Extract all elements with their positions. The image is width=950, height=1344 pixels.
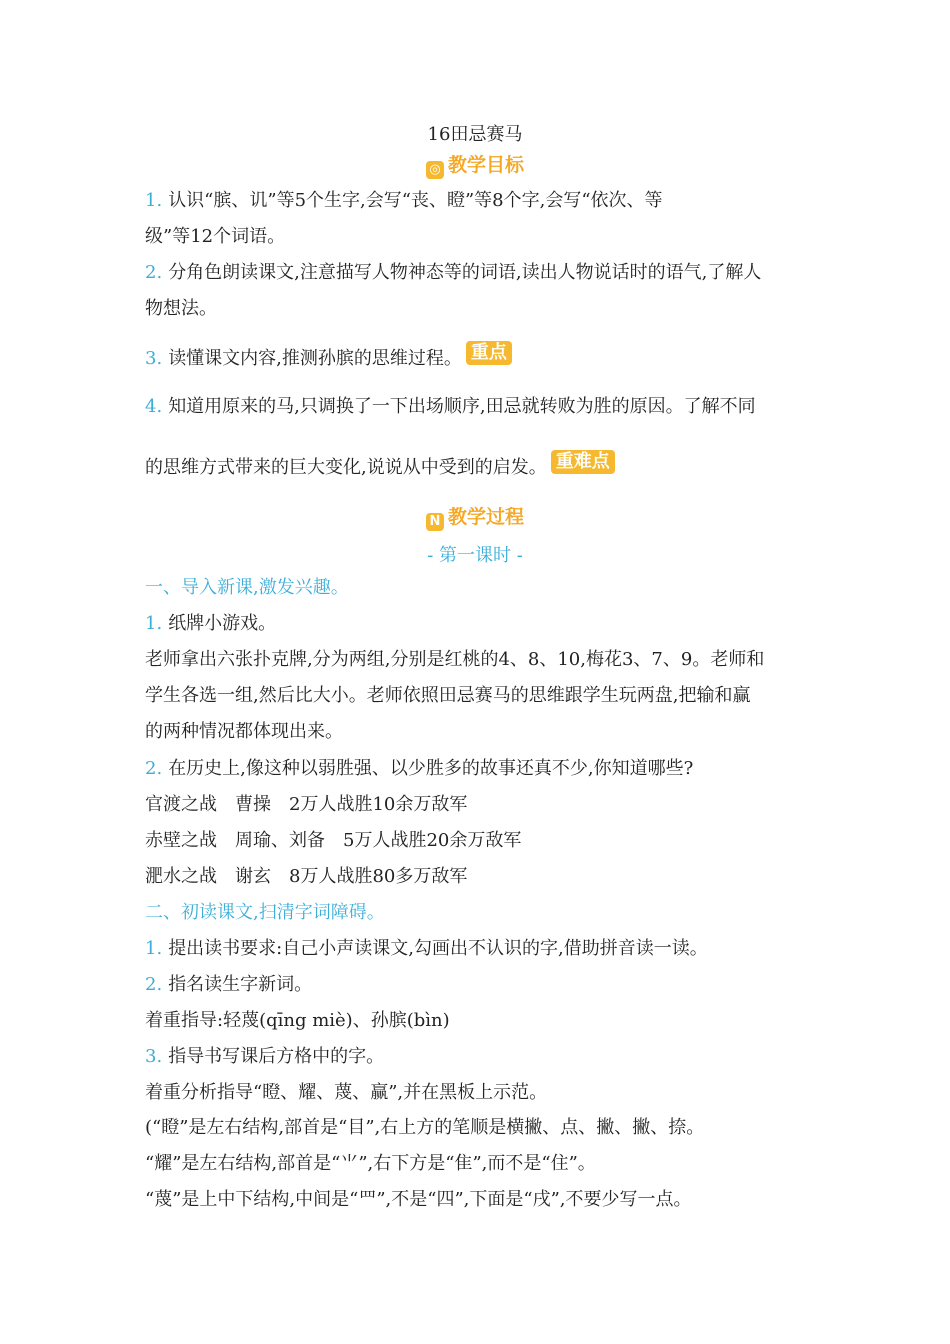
item-number: 3.: [145, 1046, 163, 1067]
item-text: 指名读生字新词。: [168, 974, 313, 995]
goal-4-line1: [145, 396, 756, 418]
goal-2-line1: [145, 262, 761, 284]
item-text: 提出读书要求:自己小声读课文,勾画出不认识的字,借助拼音读一读。: [168, 938, 708, 959]
item-text: 在历史上,像这种以弱胜强、以少胜多的故事还真不少,你知道哪些?: [168, 758, 694, 779]
item-number: 1.: [145, 938, 163, 959]
s1-item-2: [145, 758, 693, 780]
goal-4-line2: [145, 450, 615, 479]
goal-number: 3.: [145, 348, 163, 369]
goal-3-line: [145, 341, 512, 370]
s1-paragraph-line: 学生各选一组,然后比大小。老师依照田忌赛马的思维跟学生玩两盘,把输和赢: [145, 685, 751, 706]
key-point-badge: 重点: [466, 341, 512, 365]
battle-line: 官渡之战 曹操 2万人战胜10余万敌军: [145, 794, 468, 815]
process-icon: N: [426, 513, 444, 531]
s1-paragraph-line: 老师拿出六张扑克牌,分为两组,分别是红桃的4、8、10,梅花3、7、9。老师和: [145, 649, 765, 670]
s2-item-1: [145, 938, 708, 960]
process-heading-text: 教学过程: [447, 506, 524, 528]
goal-1-line1: [145, 190, 663, 212]
section-2-heading: 二、初读课文,扫清字词障碍。: [145, 902, 385, 923]
goal-number: 2.: [145, 262, 163, 283]
goal-number: 1.: [145, 190, 163, 211]
s2-item-3: [145, 1046, 384, 1068]
goals-heading-text: 教学目标: [447, 154, 524, 176]
writing-guide-line: 着重分析指导“瞪、耀、蔑、赢”,并在黑板上示范。: [145, 1082, 548, 1103]
item-text: 指导书写课后方格中的字。: [168, 1046, 385, 1067]
item-number: 2.: [145, 758, 163, 779]
goal-text: 的思维方式带来的巨大变化,说说从中受到的启发。: [145, 457, 547, 478]
goals-heading: [0, 150, 950, 179]
goal-text: 读懂课文内容,推测孙膑的思维过程。: [168, 348, 462, 369]
writing-guide-line: “耀”是左右结构,部首是“⺌”,右下方是“隹”,而不是“住”。: [145, 1153, 596, 1174]
target-icon: ◎: [426, 161, 444, 179]
s1-paragraph-line: 的两种情况都体现出来。: [145, 721, 343, 742]
writing-guide-line: “蔑”是上中下结构,中间是“罒”,不是“四”,下面是“戌”,不要少写一点。: [145, 1189, 692, 1210]
item-text: 纸牌小游戏。: [168, 613, 277, 634]
goal-number: 4.: [145, 396, 163, 417]
item-number: 2.: [145, 974, 163, 995]
goal-text: 知道用原来的马,只调换了一下出场顺序,田忌就转败为胜的原因。了解不同: [168, 396, 756, 417]
section-1-heading: 一、导入新课,激发兴趣。: [145, 577, 349, 598]
session-label: - 第一课时 -: [427, 545, 523, 566]
goal-2-line2: 物想法。: [145, 298, 217, 319]
pronunciation-note: 着重指导:轻蔑(qīng miè)、孙膑(bìn): [145, 1010, 450, 1031]
goal-1-line2: 级”等12个词语。: [145, 226, 286, 247]
battle-line: 赤壁之战 周瑜、刘备 5万人战胜20余万敌军: [145, 830, 522, 851]
goal-text: 认识“膑、讥”等5个生字,会写“丧、瞪”等8个字,会写“依次、等: [168, 190, 663, 211]
difficult-point-badge: 重难点: [551, 450, 615, 474]
s1-item-1: [145, 613, 276, 635]
process-heading: [0, 502, 950, 531]
s2-item-2: [145, 974, 312, 996]
battle-line: 淝水之战 谢玄 8万人战胜80多万敌军: [145, 866, 468, 887]
item-number: 1.: [145, 613, 163, 634]
goal-text: 分角色朗读课文,注意描写人物神态等的词语,读出人物说话时的语气,了解人: [168, 262, 762, 283]
writing-guide-line: (“瞪”是左右结构,部首是“目”,右上方的笔顺是横撇、点、撇、撇、捺。: [145, 1117, 705, 1138]
lesson-title: 16田忌赛马: [427, 124, 523, 145]
